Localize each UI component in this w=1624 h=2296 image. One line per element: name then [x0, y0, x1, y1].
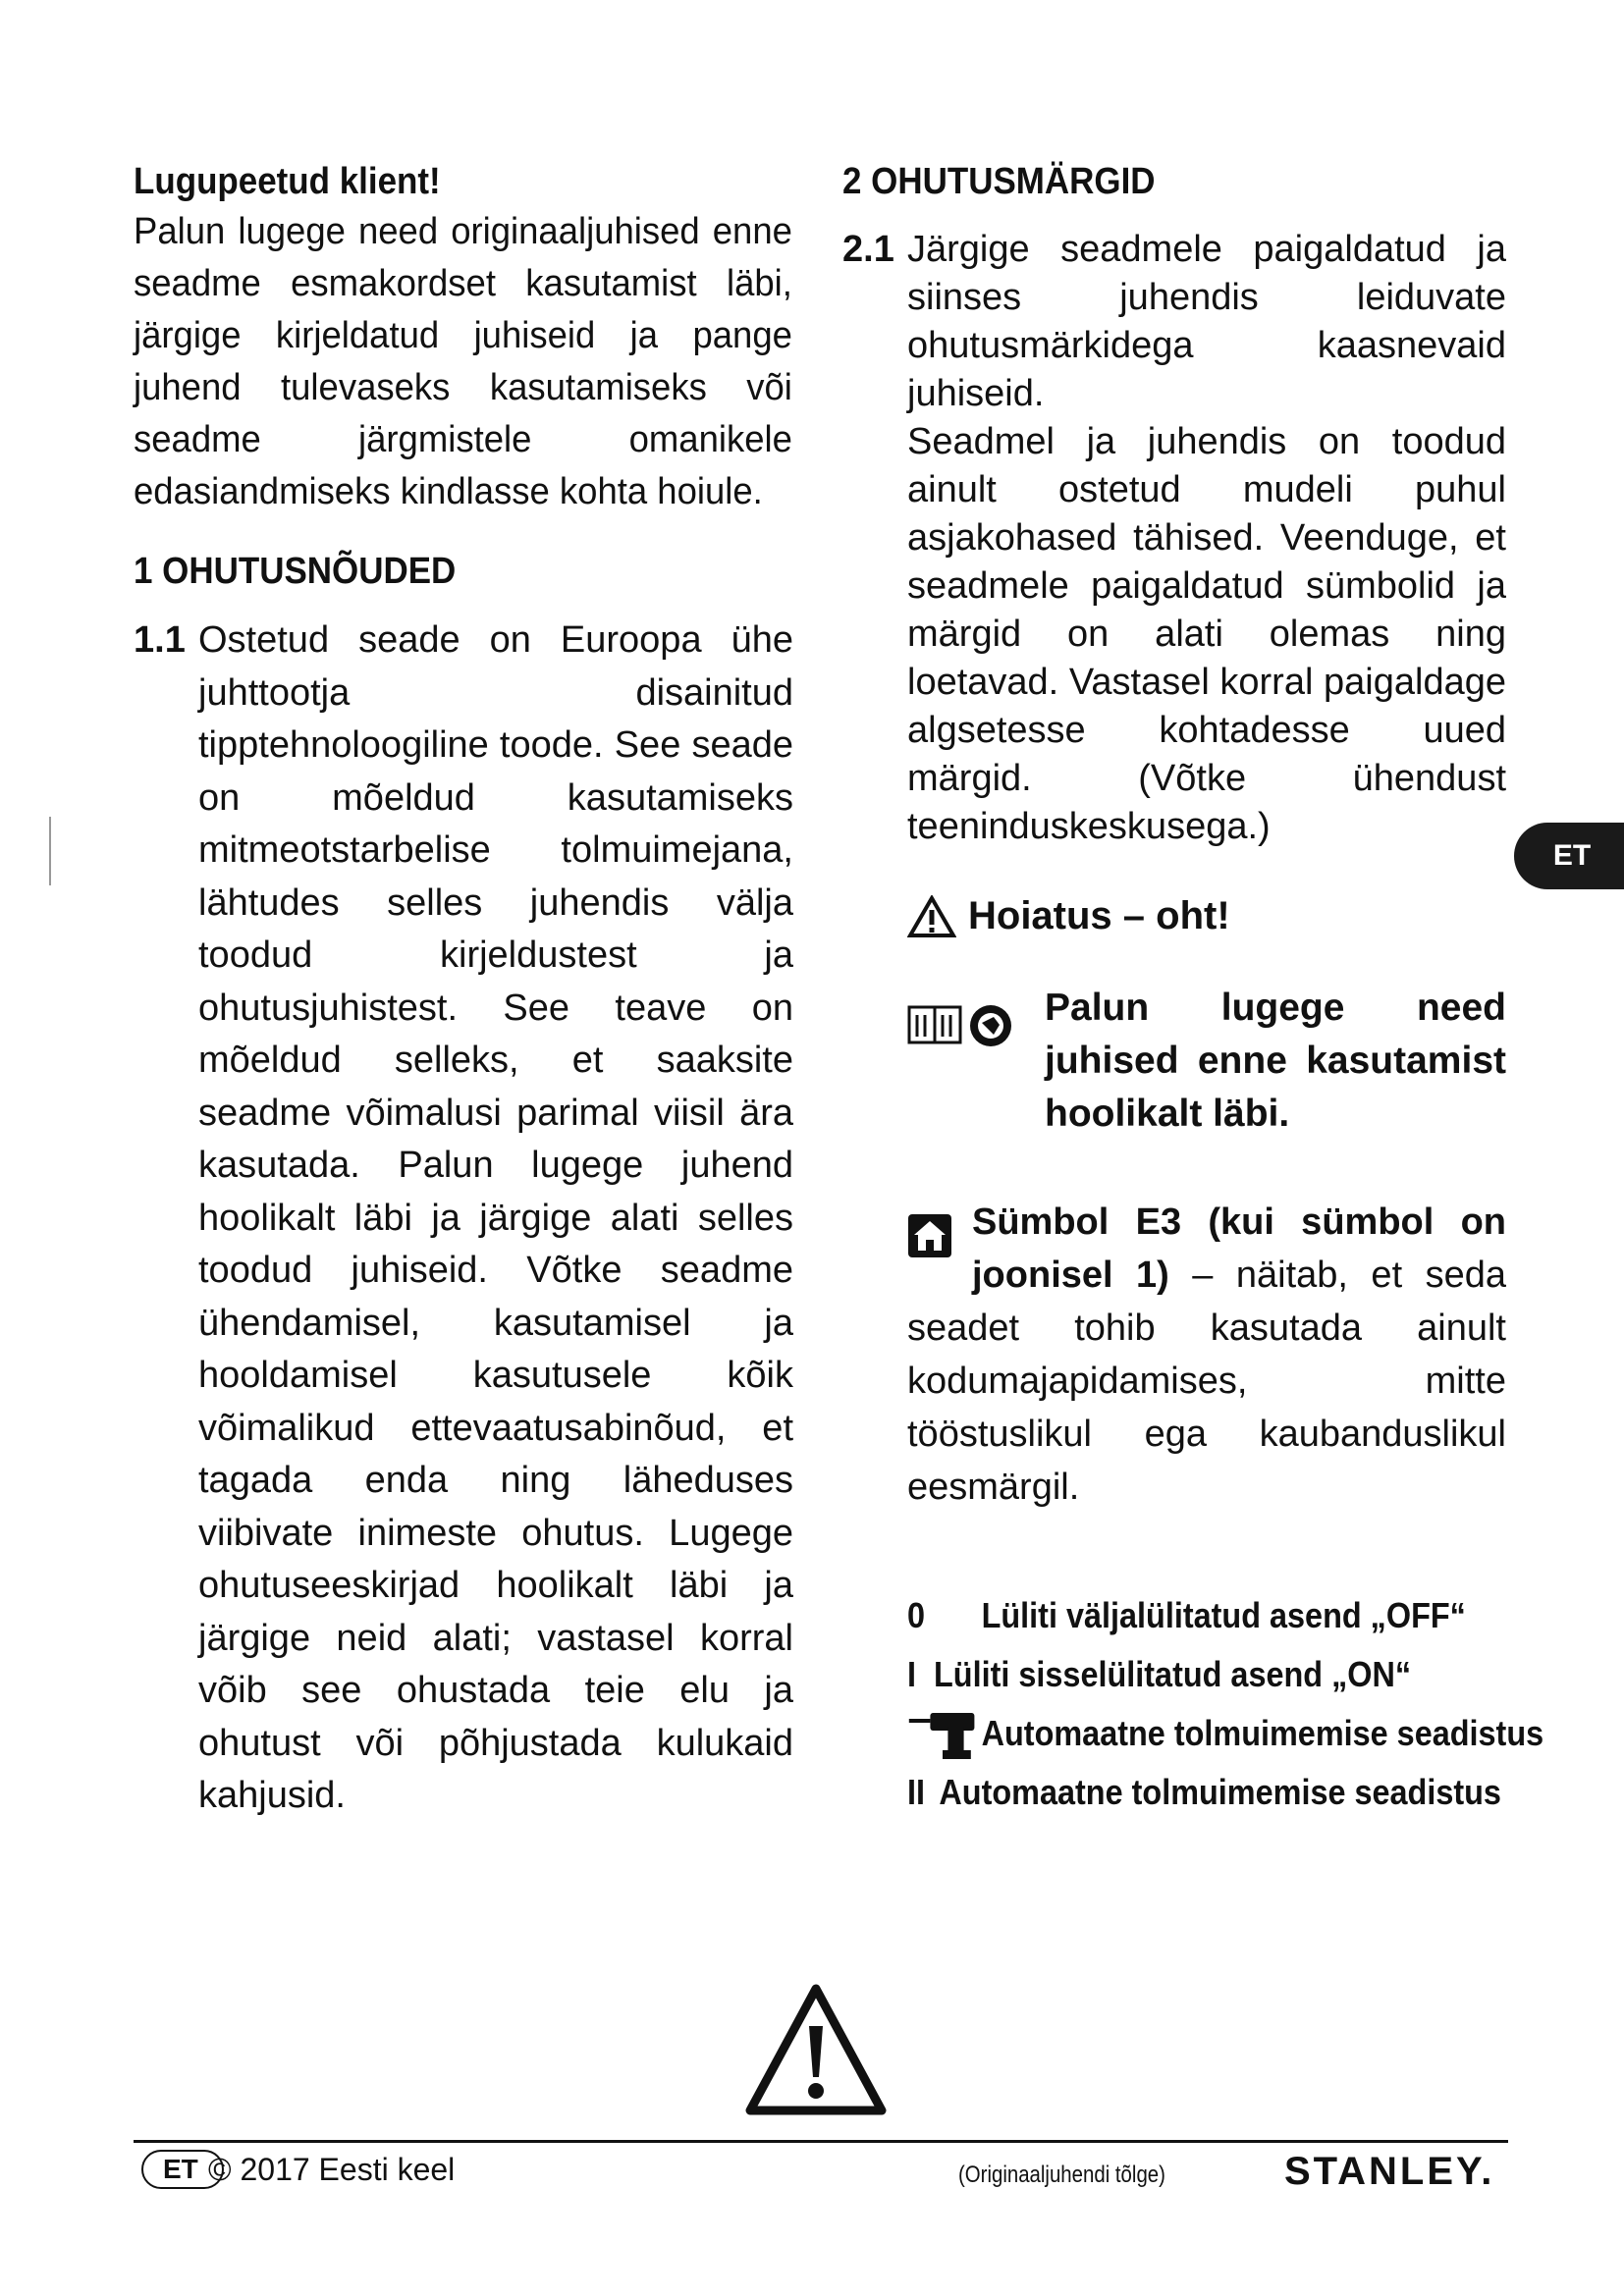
switch-0-text: Lüliti väljalülitatud asend „OFF“ — [981, 1595, 1466, 1635]
language-tab: ET — [1514, 823, 1624, 889]
brand-logo: STANLEY. — [1284, 2150, 1495, 2193]
section-1-1-text: Ostetud seade on Euroopa ühe juhttootja disainitud tipptehnoloogiline toode. See seade on mõeldud kasutamiseks mitmeotstarbelise tolmuimejana, lähtudes selles juhendis välja toodud kirjeldustest ja ohutusjuhistest. See teave on mõeldud selleks, et saaksite seadme võimalusi parimal viisil ära kasutada. Palun lugege juhend hoolikalt läbi ja järgige alati selles toodud juhiseid. Võtke seadme ühendamisel, kasutamisel ja hooldamisel kasutusele kõik võimalikud ettevaatusabinõud, et tagada enda ning läheduses viibivate inimeste ohutus. Lugege ohutuseeskirjad hoolikalt läbi ja järgige neid alati; vastasel korral võib see ohustada teie elu ja ohutust või põhjustada kulukaid kahjusid. — [198, 619, 793, 1816]
section1-title: 1 OHUTUSNÕUDED — [134, 551, 457, 592]
margin-mark — [49, 817, 51, 885]
section-2-1-text-2: Seadmel ja juhendis on toodud ainult ostetud mudeli puhul asjakohased tähised. Veenduge, et seadmele paigaldatud sümbolid ja märgid on alati olemas ning loetavad. Vastasel korral paigaldage algsetesse kohtadesse uued märgid. (Võtke ühendust teeninduskeskusega.) — [907, 421, 1506, 847]
warning-heading — [907, 894, 1506, 938]
right-column — [842, 157, 1544, 1822]
footer-original-note: (Originaaljuhendi tõlge) — [958, 2162, 1165, 2188]
symbol-e3-bold: Sümbol E3 (kui sümbol on joonisel 1) — [972, 1201, 1506, 1296]
large-warning-triangle-icon — [744, 1983, 888, 2116]
symbol-e3-text: – näitab, et seda seadet tohib kasutada ainult kodumajapidamises, mitte tööstuslikul ega kaubanduslikul eesmärgil. — [907, 1255, 1506, 1508]
manual-book-icon — [907, 1003, 962, 1046]
section2-title: 2 OHUTUSMÄRGID — [842, 161, 1156, 202]
switch-1-label: I — [907, 1654, 917, 1694]
greeting-title: Lugupeetud klient! — [134, 161, 441, 202]
warning-triangle-icon — [907, 895, 956, 938]
left-column — [134, 157, 793, 1823]
section-1-1 — [134, 614, 793, 1823]
section-2-1 — [842, 226, 1506, 851]
section-2-1-text: Järgige seadmele paigaldatud ja siinses juhendis leiduvate ohutusmärkidega kaasnevaid juhiseid. — [907, 229, 1506, 414]
section-1-1-number: 1.1 — [134, 619, 186, 661]
footer-copyright: © 2017 Eesti keel — [208, 2152, 456, 2187]
read-instructions — [907, 982, 1506, 1141]
house-icon — [907, 1213, 952, 1258]
footer-rule — [134, 2140, 1508, 2143]
switch-2-label: II — [907, 1772, 926, 1812]
read-manual-head-icon — [968, 1003, 1013, 1048]
symbol-e3-paragraph — [907, 1196, 1506, 1514]
page-footer — [134, 2148, 1508, 2197]
power-tool-icon — [907, 1707, 982, 1760]
footer-language-badge: ET — [141, 2150, 224, 2189]
read-instructions-text: Palun lugege need juhised enne kasutamist hoolikalt läbi. — [1045, 987, 1506, 1135]
switch-legend — [907, 1586, 1576, 1822]
switch-tool-text: Automaatne tolmuimemise seadistus — [981, 1713, 1544, 1753]
switch-2-text: Automaatne tolmuimemise seadistus — [939, 1772, 1501, 1812]
section-2-1-number: 2.1 — [842, 229, 894, 270]
switch-1-text: Lüliti sisselülitatud asend „ON“ — [934, 1654, 1412, 1694]
switch-0-label: 0 — [907, 1595, 926, 1635]
warning-title: Hoiatus – oht! — [968, 894, 1230, 937]
greeting-body: Palun lugege need originaaljuhised enne seadme esmakordset kasutamist läbi, järgige kirjeldatud juhiseid ja pange juhend tulevaseks kasutamiseks või seadme järgmistele omanikele edasiandmiseks kindlasse kohta hoiule. — [134, 211, 792, 512]
